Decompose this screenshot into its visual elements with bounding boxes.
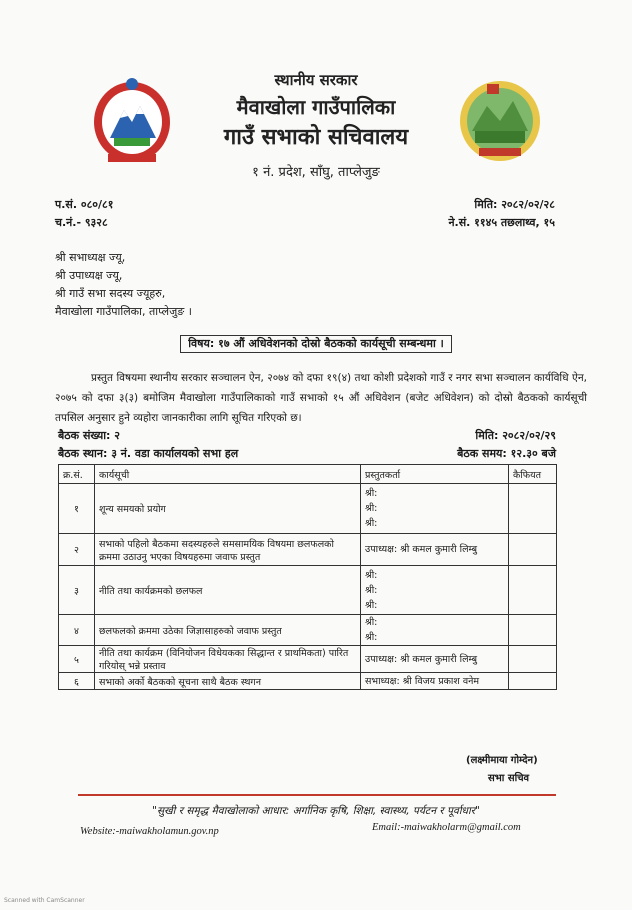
- row-presenter: [361, 615, 509, 646]
- table-header-row: [59, 465, 557, 484]
- row-presenter: [361, 673, 509, 690]
- presenter-entry: श्री:: [365, 632, 378, 643]
- row-sn: ५: [59, 646, 95, 673]
- row-agenda: सभाको पहिलो बैठकमा सदस्यहरुले समसामयिक विषयमा छलफलको क्रममा उठाउनु भएका विषयहरुमा जवाफ प्रस्तुत: [95, 534, 361, 566]
- addressee-line: श्री गाउँ सभा सदस्य ज्यूहरु,: [55, 287, 166, 300]
- table-row: [59, 566, 557, 615]
- col-header-agenda: कार्यसूची: [95, 465, 361, 484]
- row-presenter: [361, 534, 509, 566]
- presenter-entry: श्री:: [365, 599, 378, 611]
- meeting-time: बैठक समय: १२.३० बजे: [457, 447, 556, 460]
- signer-name: (लक्ष्मीमाया गोम्देन): [466, 755, 538, 766]
- row-agenda: नीति तथा कार्यक्रमको छलफल: [95, 566, 361, 615]
- presenter-entry: श्री:: [365, 569, 378, 581]
- row-remarks: [509, 646, 557, 673]
- row-remarks: [509, 615, 557, 646]
- nepal-sambat-date: ने.सं. ११४५ तछलाथ्व, १५: [448, 216, 555, 229]
- row-agenda: छलफलको क्रममा उठेका जिज्ञासाहरुको जवाफ प्रस्तुत: [95, 615, 361, 646]
- presenter-entry: श्री:: [365, 518, 378, 529]
- agenda-table: [58, 464, 557, 690]
- footer-email: Email:-maiwakholarm@gmail.com: [372, 822, 521, 833]
- table-row: [59, 484, 557, 534]
- table-row: [59, 615, 557, 646]
- row-sn: ३: [59, 566, 95, 615]
- footer-website: Website:-maiwakholamun.gov.np: [80, 826, 219, 837]
- office-address: १ नं. प्रदेश, साँघु, ताप्लेजुङ: [252, 165, 380, 180]
- presenter-entry: उपाध्यक्ष: श्री कमल कुमारी लिम्बु: [365, 544, 478, 555]
- dispatch-number: च.नं.- ९३२८: [55, 216, 108, 229]
- office-name: गाउँ सभाको सचिवालय: [223, 125, 409, 150]
- presenter-entry: सभाध्यक्ष: श्री विजय प्रकाश वनेम: [365, 675, 480, 687]
- addressee-line: मैवाखोला गाउँपालिका, ताप्लेजुङ ।: [55, 305, 192, 318]
- row-remarks: [509, 673, 557, 690]
- row-agenda: सभाको अर्को बैठकको सूचना साथै बैठक स्थगन: [95, 673, 361, 690]
- body-paragraph: प्रस्तुत विषयमा स्थानीय सरकार सञ्चालन ऐन, २०७४ को दफा १९(४) तथा कोशी प्रदेशको गाउँ र नगर सभा सञ्चालन कार्यविधि ऐन, २०७५ को दफा ३(३) बमोजिम मैवाखोला गाउँपालिकाको गाउँ सभाको १५ औं अधिवेशन (बजेट अधिवेशन) को दोस्रो बैठकको कार्यसूची तपसिल अनुसार हुने व्यहोरा जानकारीका लागि सूचित गरिएको छ।: [55, 372, 587, 424]
- meeting-date: मिति: २०८२/०२/२९: [475, 429, 556, 442]
- row-sn: ४: [59, 615, 95, 646]
- table-row: [59, 534, 557, 566]
- addressee-line: श्री सभाध्यक्ष ज्यू,: [55, 251, 126, 264]
- presenter-entry: श्री:: [365, 488, 378, 499]
- col-header-presenter: प्रस्तुतकर्ता: [361, 465, 509, 484]
- meeting-number: बैठक संख्या: २: [58, 429, 120, 442]
- row-sn: ६: [59, 673, 95, 690]
- footer-slogan: "सुखी र समृद्ध मैवाखोलाको आधार: अर्गानिक कृषि, शिक्षा, स्वास्थ्य, पर्यटन र पूर्वाधार": [152, 805, 480, 817]
- row-sn: १: [59, 484, 95, 534]
- presenter-entry: उपाध्यक्ष: श्री कमल कुमारी लिम्बु: [365, 653, 478, 665]
- addressee-line: श्री उपाध्यक्ष ज्यू,: [55, 269, 123, 282]
- signer-title: सभा सचिव: [488, 773, 530, 784]
- header-line-1: स्थानीय सरकार: [274, 71, 358, 89]
- row-presenter: [361, 484, 509, 534]
- municipality-name: मैवाखोला गाउँपालिका: [236, 95, 396, 119]
- subject-line: विषय: १७ औं अधिवेशनको दोस्रो बैठकको कार्यसूची सम्बन्धमा ।: [180, 335, 452, 353]
- table-row: [59, 646, 557, 673]
- row-remarks: [509, 566, 557, 615]
- presenter-entry: श्री:: [365, 503, 378, 514]
- col-header-sn: क्र.सं.: [59, 465, 95, 484]
- meeting-venue: बैठक स्थान: ३ नं. वडा कार्यालयको सभा हल: [58, 447, 239, 460]
- ref-number: प.सं. ०८०/८१: [55, 198, 114, 211]
- row-remarks: [509, 534, 557, 566]
- scanner-watermark: Scanned with CamScanner: [4, 897, 85, 904]
- row-presenter: [361, 646, 509, 673]
- row-agenda: नीति तथा कार्यक्रम (विनियोजन विधेयकका सिद्धान्त र प्राथमिकता) पारित गरियोस् भन्ने प्रस्ताव: [95, 646, 361, 673]
- row-remarks: [509, 484, 557, 534]
- footer-divider: [78, 794, 556, 796]
- table-row: [59, 673, 557, 690]
- row-sn: २: [59, 534, 95, 566]
- row-presenter: [361, 566, 509, 615]
- presenter-entry: श्री:: [365, 617, 378, 628]
- presenter-entry: श्री:: [365, 584, 378, 596]
- letter-date: मिति: २०८२/०२/२८: [474, 198, 555, 211]
- col-header-remarks: कैफियत: [509, 465, 557, 484]
- row-agenda: शून्य समयको प्रयोग: [95, 484, 361, 534]
